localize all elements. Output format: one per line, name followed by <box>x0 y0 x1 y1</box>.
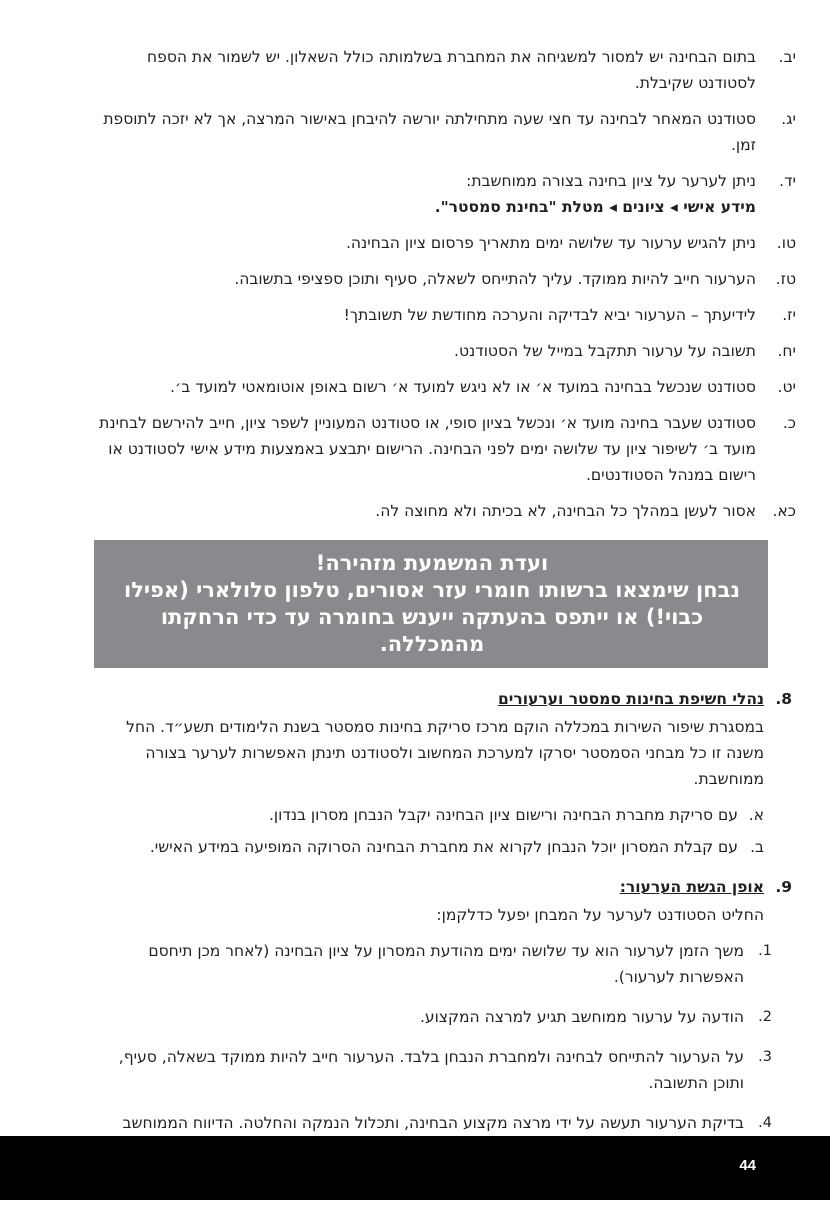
item-marker: 4. <box>758 1115 772 1131</box>
section-title: נהלי חשיפת בחינות סמסטר וערעורים <box>498 690 764 708</box>
section-body: החליט הסטודנט לערער על המבחן יפעל כדלקמן: <box>436 906 764 924</box>
warning-text-line: נבחן שימצאו ברשותו חומרי עזר אסורים, טלפון סלולארי (אפילו <box>124 578 740 602</box>
section-heading <box>94 686 792 712</box>
section-8-list <box>94 802 764 860</box>
list-item <box>94 266 796 292</box>
section-title: אופן הגשת הערעור: <box>619 878 764 896</box>
item-marker: ב. <box>750 838 764 856</box>
list-item <box>94 106 796 158</box>
item-marker: כ. <box>782 414 796 432</box>
list-item <box>94 498 796 524</box>
item-marker: יד. <box>779 172 796 190</box>
section-8 <box>94 686 792 860</box>
item-text: ניתן להגיש ערעור עד שלושה ימים מתאריך פרסום ציון הבחינה. <box>345 234 756 252</box>
item-marker: 3. <box>758 1049 772 1065</box>
page-content <box>0 44 830 1216</box>
appeal-navigation-path: מידע אישי ◂ ציונים ◂ מטלת "בחינת סמסטר". <box>434 198 756 216</box>
item-marker: יג. <box>781 110 796 128</box>
item-text: משך הזמן לערעור הוא עד שלושה ימים מהודעת המסרון על ציון הבחינה (לאחר מכן תיחסם האפשרות לערעור). <box>148 942 744 986</box>
disciplinary-warning-box <box>94 540 768 668</box>
item-marker: טו. <box>776 234 796 252</box>
list-item <box>94 302 796 328</box>
item-text: על הערעור להתייחס לבחינה ולמחברת הנבחן בלבד. הערעור חייב להיות ממוקד בשאלה, סעיף, ותוכן התשובה. <box>118 1048 744 1092</box>
rules-list <box>94 44 796 524</box>
item-text: סטודנט המאחר לבחינה עד חצי שעה מתחילתה יורשה להיבחן באישור המרצה, אך לא יזכה לתוספת זמן. <box>103 110 756 154</box>
list-item <box>94 938 792 990</box>
item-marker: יב. <box>778 48 796 66</box>
list-item <box>94 338 796 364</box>
item-text: בדיקת הערעור תעשה על ידי מרצה מקצוע הבחינה, ותכלול הנמקה והחלטה. הדיווח הממוחשב <box>122 1114 744 1132</box>
list-item <box>94 410 796 488</box>
list-item <box>94 230 796 256</box>
list-item <box>94 802 764 828</box>
item-marker: 2. <box>758 1009 772 1025</box>
item-text: בתום הבחינה יש למסור למשגיחה את המחברת בשלמותה כולל השאלון. יש לשמור את הספח לסטודנט שקיבלת. <box>147 48 756 92</box>
item-text: סטודנט שעבר בחינה מועד א׳ ונכשל בציון סופי, או סטודנט המעוניין לשפר ציון, חייב להירשם לבחינת מועד ב׳ לשיפור ציון עד שלושה ימים לפני הבחינה. הרישום יתבצע באמצעות מידע אישי לסטודנט או רישום במנהל הסטודנטים. <box>99 414 756 484</box>
section-number: 8. <box>775 690 792 708</box>
list-item <box>94 168 796 220</box>
section-heading <box>94 874 792 900</box>
section-body: במסגרת שיפור השירות במכללה הוקם מרכז סריקת בחינות סמסטר בשנת הלימודים תשע״ד. החל משנה זו כל מבחני הסמסטר יסרקו למערכת המחשוב ולסטודנט תינתן האפשרות לערער בצורה ממוחשבת. <box>126 718 764 788</box>
list-item <box>94 1004 792 1030</box>
item-text: עם סריקת מחברת הבחינה ורישום ציון הבחינה יקבל הנבחן מסרון בנדון. <box>269 806 738 824</box>
list-item <box>94 44 796 96</box>
list-item <box>94 1044 792 1096</box>
item-text: תשובה על ערעור תתקבל במייל של הסטודנט. <box>454 342 756 360</box>
item-marker: א. <box>748 806 764 824</box>
item-marker: יז. <box>782 306 796 324</box>
list-item <box>94 834 764 860</box>
item-marker: יט. <box>777 378 796 396</box>
item-text: הערעור חייב להיות ממוקד. עליך להתייחס לשאלה, סעיף ותוכן ספציפי בתשובה. <box>234 270 756 288</box>
page-number: 44 <box>739 1157 756 1174</box>
item-text: אסור לעשן במהלך כל הבחינה, לא בכיתה ולא מחוצה לה. <box>375 502 756 520</box>
page-footer <box>0 1136 830 1200</box>
item-marker: כא. <box>772 502 796 520</box>
item-text: הודעה על ערעור ממוחשב תגיע למרצה המקצוע. <box>419 1008 744 1026</box>
item-text: סטודנט שנכשל בבחינה במועד א׳ או לא ניגש למועד א׳ רשום באופן אוטומאטי למועד ב׳. <box>169 378 756 396</box>
warning-text-line: כבוי!) או ייתפס בהעתקה ייענש בחומרה עד כדי הרחקתו מהמכללה. <box>160 605 704 656</box>
item-text: עם קבלת המסרון יוכל הנבחן לקרוא את מחברת הבחינה הסרוקה המופיעה במידע האישי. <box>149 838 738 856</box>
item-text: ניתן לערער על ציון בחינה בצורה ממוחשבת: <box>466 172 756 190</box>
item-marker: 1. <box>758 943 772 959</box>
list-item <box>94 374 796 400</box>
item-marker: יח. <box>777 342 796 360</box>
section-number: 9. <box>775 878 792 896</box>
item-text: לידיעתך – הערעור יביא לבדיקה והערכה מחודשת של תשובתך! <box>343 306 756 324</box>
item-marker: טז. <box>775 270 796 288</box>
warning-heading: ועדת המשמעת מזהירה! <box>315 551 549 575</box>
